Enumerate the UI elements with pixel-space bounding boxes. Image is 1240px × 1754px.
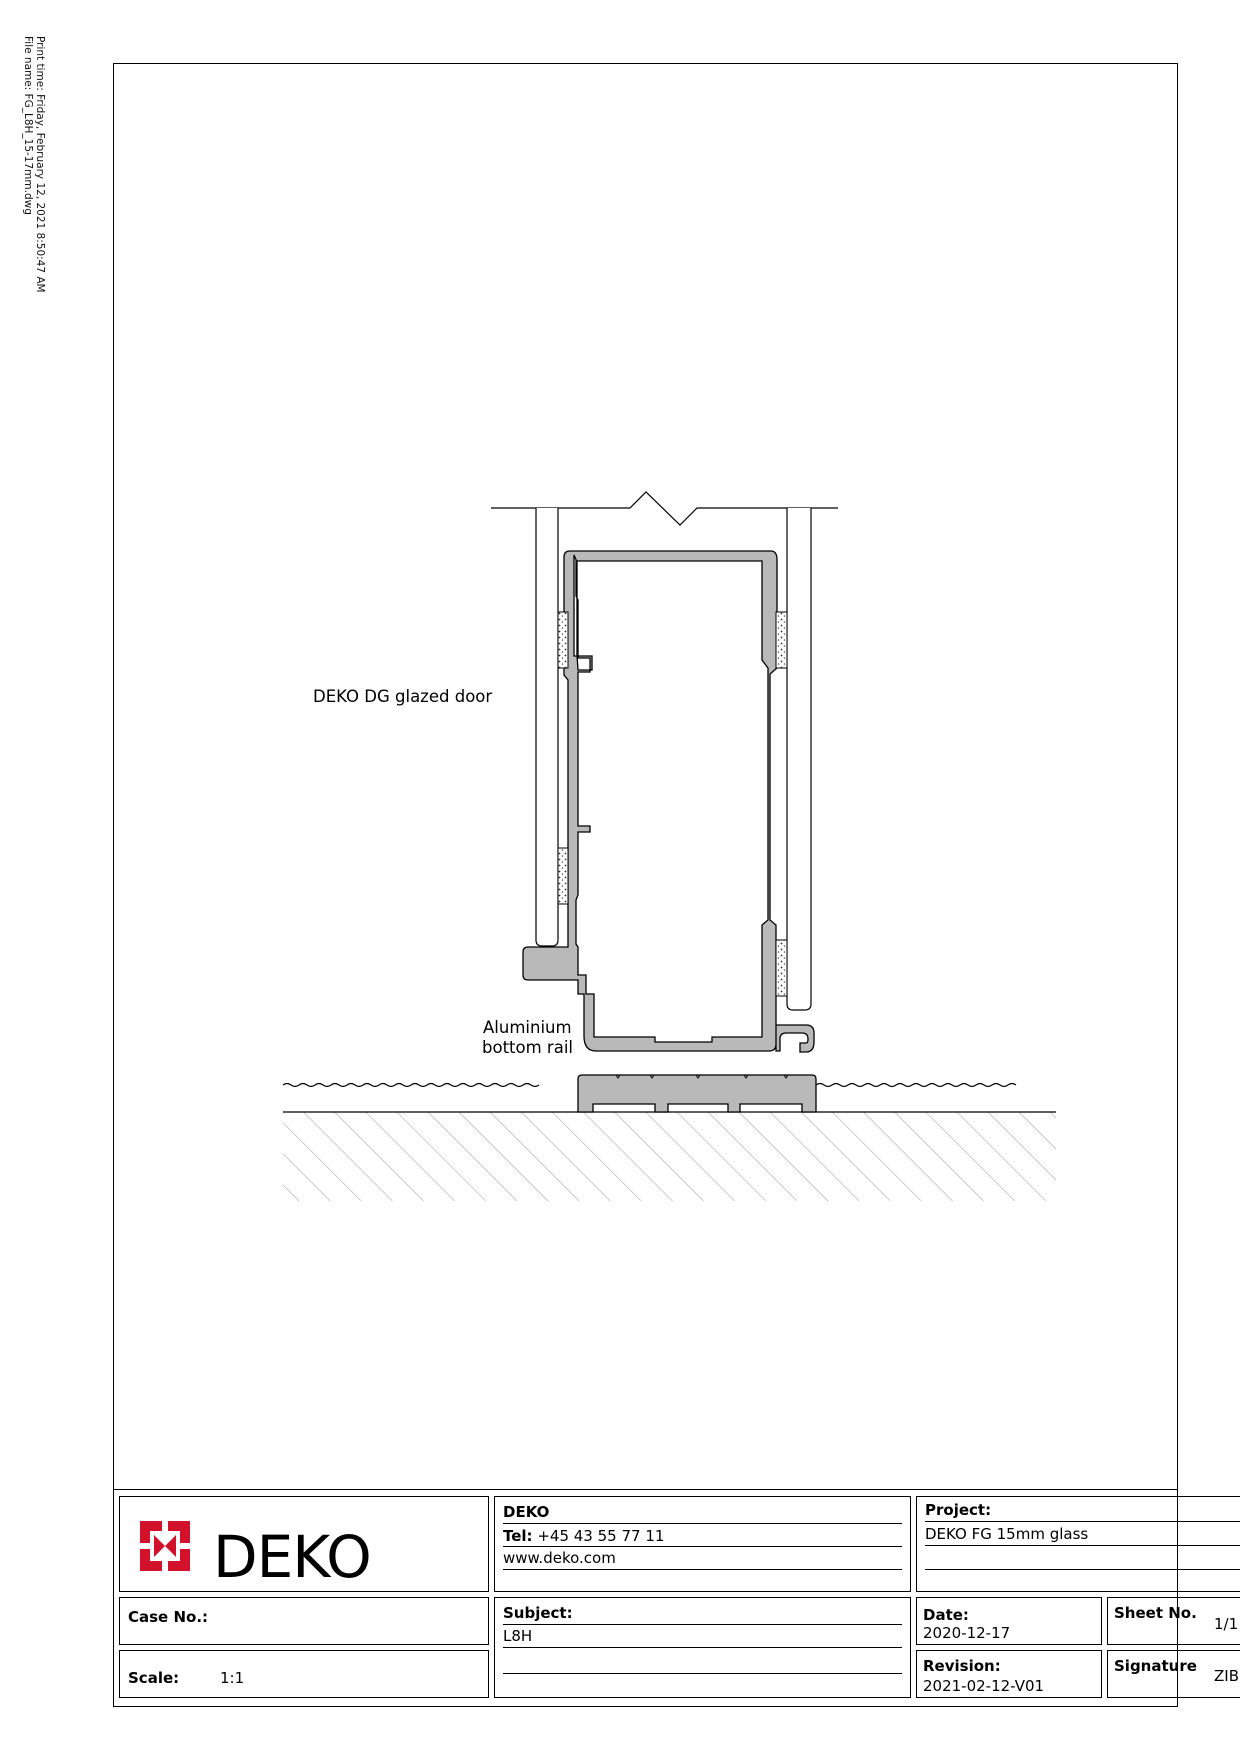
revision-box (916, 1650, 1102, 1698)
project-box (916, 1496, 1240, 1592)
label-rail-line1: Aluminium (483, 1018, 572, 1037)
label-rail-line2: bottom rail (482, 1038, 573, 1057)
subject-label: Subject: (503, 1604, 573, 1622)
revision-label: Revision: (923, 1657, 1001, 1675)
company-box (494, 1496, 911, 1592)
subject-box (494, 1597, 911, 1698)
case-no-box (119, 1597, 489, 1645)
date-box (916, 1597, 1102, 1645)
logo-box (119, 1496, 489, 1592)
subject-value: L8H (503, 1627, 533, 1645)
floor-hatch (283, 1112, 1056, 1201)
sheet-no-value: 1/1 (1214, 1615, 1239, 1633)
gasket-right-bottom (776, 940, 787, 996)
project-value: DEKO FG 15mm glass (925, 1525, 1089, 1543)
sheet-no-label: Sheet No. (1114, 1604, 1197, 1622)
scale-box (119, 1650, 489, 1698)
floor-surface-right (816, 1084, 1016, 1087)
deko-logo-text: DEKO (213, 1523, 371, 1591)
signature-box (1107, 1650, 1240, 1698)
file-name: File name: FG_L8H_15-17mm.dwg (22, 36, 34, 215)
label-glazed-door: DEKO DG glazed door (313, 687, 493, 706)
case-no-label: Case No.: (128, 1608, 209, 1626)
title-block (113, 1489, 1239, 1707)
print-time: Print time: Friday, February 12, 2021 8:50:47 AM (34, 36, 46, 293)
company-web[interactable]: www.deko.com (503, 1549, 616, 1567)
deko-logo-icon (140, 1521, 190, 1571)
floor-surface-left (283, 1084, 539, 1087)
signature-label: Signature (1114, 1657, 1197, 1675)
date-label: Date: (923, 1606, 969, 1624)
tel-label: Tel: (503, 1527, 533, 1545)
tel-value: +45 43 55 77 11 (537, 1527, 665, 1545)
gasket-right-top (776, 612, 787, 668)
gasket-left-top (558, 612, 568, 668)
sheet-no-box (1107, 1597, 1240, 1645)
company-tel (503, 1527, 664, 1545)
gasket-left-bottom (558, 848, 568, 904)
glass-pane-left (536, 508, 558, 946)
glass-pane-right (787, 508, 811, 1010)
deko-logo (140, 1521, 371, 1591)
signature-value: ZIB (1214, 1667, 1239, 1685)
project-label: Project: (925, 1501, 992, 1519)
scale-label: Scale: (128, 1669, 180, 1687)
scale-value: 1:1 (220, 1669, 245, 1687)
date-value: 2020-12-17 (923, 1624, 1011, 1642)
company-name: DEKO (503, 1503, 550, 1521)
revision-value: 2021-02-12-V01 (923, 1677, 1045, 1695)
floor-track (578, 1075, 816, 1112)
